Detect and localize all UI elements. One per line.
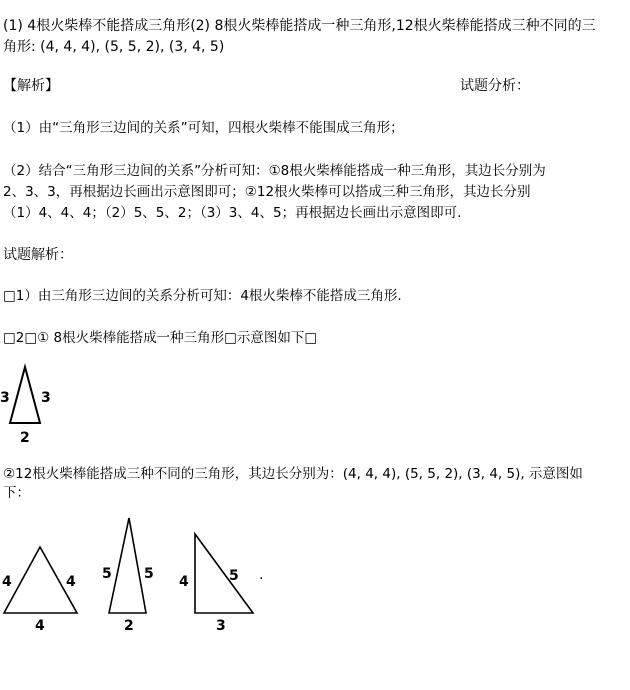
triangle-3-3-2-right-label: 3 <box>41 390 51 406</box>
triangle-3-3-2-figure <box>0 362 60 448</box>
analysis-heading: 【解析】 <box>3 78 59 94</box>
solution-step-3-line-1: ②12根火柴棒能搭成三种不同的三角形，其边长分别为：(4, 4, 4), (5, 5, 2), (3, 4, 5), 示意图如 <box>3 466 583 482</box>
triangle-3-3-2-shape <box>10 367 40 423</box>
triangle-5-5-2-left-label: 5 <box>102 566 112 582</box>
triangle-3-3-2-base-label: 2 <box>20 430 30 446</box>
solution-step-1: □1）由三角形三边间的关系分析可知：4根火柴棒不能搭成三角形. <box>3 288 402 304</box>
analysis-point-2-line-1: （2）结合“三角形三边间的关系”分析可知：①8根火柴棒能搭成一种三角形，其边长分别为 <box>3 163 546 179</box>
trailing-dot: . <box>259 567 264 583</box>
triangle-4-4-4-base-label: 4 <box>35 618 45 634</box>
triangle-3-3-2-left-label: 3 <box>0 390 10 406</box>
analysis-point-2-line-2: 2、3、3，再根据边长画出示意图即可；②12根火柴棒可以搭成三种三角形，其边长分别 <box>3 184 531 200</box>
triangle-4-4-4-left-label: 4 <box>2 574 12 590</box>
triangle-3-4-5-right-label: 5 <box>229 568 239 584</box>
answer-line-1: (1) 4根火柴棒不能搭成三角形(2) 8根火柴棒能搭成一种三角形,12根火柴棒能搭成三种不同的三 <box>3 18 596 34</box>
answer-line-2: 角形: (4, 4, 4), (5, 5, 2), (3, 4, 5) <box>3 39 225 55</box>
triangle-4-4-4-figure <box>0 540 85 635</box>
triangle-5-5-2-figure <box>100 512 160 637</box>
triangle-5-5-2-shape <box>109 518 146 613</box>
triangle-3-4-5-shape <box>195 534 253 613</box>
analysis-point-1: （1）由“三角形三边间的关系”可知，四根火柴棒不能围成三角形； <box>3 120 404 136</box>
triangle-3-4-5-figure <box>176 530 276 635</box>
solution-step-3-line-2: 下： <box>3 485 30 501</box>
solution-heading: 试题解析： <box>3 247 73 263</box>
triangle-5-5-2-base-label: 2 <box>124 618 134 634</box>
analysis-point-2-line-3: （1）4、4、4；（2）5、5、2；（3）3、4、5；再根据边长画出示意图即可. <box>3 205 462 221</box>
triangle-3-4-5-left-label: 4 <box>179 574 189 590</box>
triangle-4-4-4-right-label: 4 <box>66 574 76 590</box>
solution-step-2: □2□① 8根火柴棒能搭成一种三角形□示意图如下□ <box>3 330 318 346</box>
triangle-5-5-2-right-label: 5 <box>144 566 154 582</box>
analysis-title: 试题分析： <box>460 78 530 94</box>
triangle-3-4-5-base-label: 3 <box>216 618 226 634</box>
